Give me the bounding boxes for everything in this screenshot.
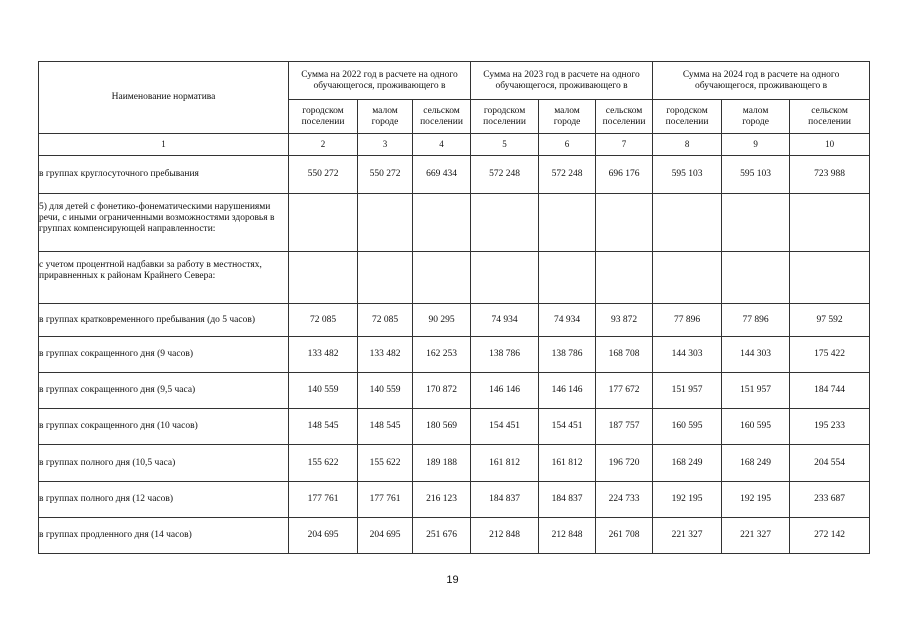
header-settlement-type: [471, 100, 539, 134]
amount-cell: 204 695: [289, 518, 358, 554]
amount-cell: [596, 252, 653, 304]
amount-cell: 72 085: [358, 304, 413, 337]
header-settlement-type: [790, 100, 870, 134]
amount-cell: [358, 194, 413, 252]
settlement-label-line1: малом: [554, 105, 580, 116]
amount-cell: 160 595: [722, 409, 790, 445]
amount-cell: 192 195: [653, 482, 722, 518]
amount-cell: 261 708: [596, 518, 653, 554]
amount-cell: [722, 252, 790, 304]
amount-cell: [653, 252, 722, 304]
amount-cell: 272 142: [790, 518, 870, 554]
table-row: [39, 252, 870, 304]
amount-cell: 184 837: [539, 482, 596, 518]
amount-cell: 74 934: [539, 304, 596, 337]
table-row: [39, 409, 870, 445]
settlement-label-line2: поселении: [602, 116, 646, 127]
column-index-cell: 1: [39, 134, 289, 156]
settlement-label-line2: городе: [553, 116, 581, 127]
norm-name-cell: в группах полного дня (12 часов): [39, 482, 289, 518]
header-index-row: [39, 134, 870, 156]
amount-cell: 224 733: [596, 482, 653, 518]
amount-cell: 138 786: [539, 337, 596, 373]
norm-name-cell: в группах продленного дня (14 часов): [39, 518, 289, 554]
amount-cell: 93 872: [596, 304, 653, 337]
settlement-label-line1: сельском: [605, 105, 643, 116]
amount-cell: 161 812: [471, 445, 539, 482]
column-index-cell: 9: [722, 134, 790, 156]
amount-cell: 595 103: [722, 156, 790, 194]
amount-cell: [471, 252, 539, 304]
header-year-2022: Сумма на 2022 год в расчете на одного обучающегося, проживающего в: [289, 62, 471, 100]
amount-cell: 74 934: [471, 304, 539, 337]
amount-cell: 90 295: [413, 304, 471, 337]
settlement-label-line2: поселении: [808, 116, 851, 127]
amount-cell: 77 896: [653, 304, 722, 337]
amount-cell: [289, 252, 358, 304]
amount-cell: [471, 194, 539, 252]
header-settlement-type: [596, 100, 653, 134]
amount-cell: 216 123: [413, 482, 471, 518]
page-number: 19: [446, 574, 459, 586]
amount-cell: 221 327: [722, 518, 790, 554]
column-index-cell: 5: [471, 134, 539, 156]
amount-cell: 151 957: [653, 373, 722, 409]
amount-cell: [358, 252, 413, 304]
amount-cell: 212 848: [539, 518, 596, 554]
header-settlement-type: [722, 100, 790, 134]
amount-cell: 192 195: [722, 482, 790, 518]
settlement-label-line2: поселении: [301, 116, 345, 127]
amount-cell: 550 272: [358, 156, 413, 194]
amount-cell: 177 672: [596, 373, 653, 409]
settlement-label-line2: поселении: [665, 116, 709, 127]
table-row: [39, 373, 870, 409]
amount-cell: 669 434: [413, 156, 471, 194]
amount-cell: 140 559: [289, 373, 358, 409]
amount-cell: 187 757: [596, 409, 653, 445]
table-row: [39, 304, 870, 337]
table-row: [39, 194, 870, 252]
amount-cell: 168 708: [596, 337, 653, 373]
amount-cell: [413, 194, 471, 252]
settlement-label-line2: городе: [371, 116, 399, 127]
norm-name-cell: в группах кратковременного пребывания (до 5 часов): [39, 304, 289, 337]
column-index-cell: 2: [289, 134, 358, 156]
column-index-cell: 10: [790, 134, 870, 156]
amount-cell: 97 592: [790, 304, 870, 337]
amount-cell: 233 687: [790, 482, 870, 518]
amount-cell: 723 988: [790, 156, 870, 194]
amount-cell: 161 812: [539, 445, 596, 482]
amount-cell: 168 249: [653, 445, 722, 482]
column-index-cell: 3: [358, 134, 413, 156]
settlement-label-line1: сельском: [423, 105, 460, 116]
table-row: [39, 337, 870, 373]
amount-cell: 155 622: [358, 445, 413, 482]
norm-name-cell: в группах сокращенного дня (9 часов): [39, 337, 289, 373]
header-year-2024: Сумма на 2024 год в расчете на одного обучающегося, проживающего в: [653, 62, 870, 100]
amount-cell: 572 248: [471, 156, 539, 194]
amount-cell: 170 872: [413, 373, 471, 409]
amount-cell: 133 482: [358, 337, 413, 373]
header-norm-name: Наименование норматива: [39, 62, 289, 134]
amount-cell: 204 695: [358, 518, 413, 554]
norm-name-cell: 5) для детей с фонетико-фонематическими нарушениями речи, с иными ограниченными возможностями здоровья в группах компенсирующей направленности:: [39, 194, 289, 252]
settlement-label-line1: малом: [372, 105, 398, 116]
amount-cell: 77 896: [722, 304, 790, 337]
norm-name-cell: с учетом процентной надбавки за работу в местностях, приравненных к районам Крайнего Севера:: [39, 252, 289, 304]
table-body: [39, 156, 870, 554]
amount-cell: 550 272: [289, 156, 358, 194]
header-year-2023: Сумма на 2023 год в расчете на одного обучающегося, проживающего в: [471, 62, 653, 100]
amount-cell: 144 303: [653, 337, 722, 373]
header-settlement-type: [653, 100, 722, 134]
header-settlement-type: [358, 100, 413, 134]
amount-cell: 148 545: [358, 409, 413, 445]
amount-cell: 204 554: [790, 445, 870, 482]
settlement-label-line1: городском: [302, 105, 344, 116]
amount-cell: 251 676: [413, 518, 471, 554]
amount-cell: 138 786: [471, 337, 539, 373]
amount-cell: 168 249: [722, 445, 790, 482]
norm-name-cell: в группах сокращенного дня (9,5 часа): [39, 373, 289, 409]
amount-cell: 155 622: [289, 445, 358, 482]
norm-name-cell: в группах полного дня (10,5 часа): [39, 445, 289, 482]
amount-cell: 189 188: [413, 445, 471, 482]
amount-cell: [413, 252, 471, 304]
settlement-label-line1: сельском: [811, 105, 848, 116]
column-index-cell: 4: [413, 134, 471, 156]
amount-cell: [539, 194, 596, 252]
table-row: [39, 445, 870, 482]
amount-cell: 160 595: [653, 409, 722, 445]
header-settlement-type: [413, 100, 471, 134]
amount-cell: 595 103: [653, 156, 722, 194]
amount-cell: [790, 252, 870, 304]
amount-cell: 177 761: [289, 482, 358, 518]
amount-cell: [596, 194, 653, 252]
table-row: [39, 156, 870, 194]
amount-cell: 72 085: [289, 304, 358, 337]
header-settlement-type: [539, 100, 596, 134]
amount-cell: 180 569: [413, 409, 471, 445]
amount-cell: 148 545: [289, 409, 358, 445]
amount-cell: [289, 194, 358, 252]
amount-cell: 177 761: [358, 482, 413, 518]
amount-cell: [539, 252, 596, 304]
amount-cell: [722, 194, 790, 252]
amount-cell: 140 559: [358, 373, 413, 409]
amount-cell: 572 248: [539, 156, 596, 194]
header-settlement-type: [289, 100, 358, 134]
settlement-label-line2: поселении: [420, 116, 463, 127]
settlement-label-line2: городе: [742, 116, 769, 127]
amount-cell: 133 482: [289, 337, 358, 373]
amount-cell: [790, 194, 870, 252]
norm-name-cell: в группах круглосуточного пребывания: [39, 156, 289, 194]
amount-cell: 184 744: [790, 373, 870, 409]
table-row: [39, 482, 870, 518]
column-index-cell: 7: [596, 134, 653, 156]
settlement-label-line1: городском: [666, 105, 708, 116]
norm-name-cell: в группах сокращенного дня (10 часов): [39, 409, 289, 445]
amount-cell: 151 957: [722, 373, 790, 409]
amount-cell: 162 253: [413, 337, 471, 373]
table-row: [39, 518, 870, 554]
amount-cell: 146 146: [471, 373, 539, 409]
amount-cell: [653, 194, 722, 252]
amount-cell: 221 327: [653, 518, 722, 554]
column-index-cell: 8: [653, 134, 722, 156]
settlement-label-line2: поселении: [483, 116, 526, 127]
amount-cell: 196 720: [596, 445, 653, 482]
amount-cell: 212 848: [471, 518, 539, 554]
amount-cell: 154 451: [471, 409, 539, 445]
amount-cell: 696 176: [596, 156, 653, 194]
norms-table: [38, 61, 870, 554]
amount-cell: 175 422: [790, 337, 870, 373]
amount-cell: 184 837: [471, 482, 539, 518]
amount-cell: 195 233: [790, 409, 870, 445]
settlement-label-line1: малом: [742, 105, 769, 116]
amount-cell: 154 451: [539, 409, 596, 445]
amount-cell: 144 303: [722, 337, 790, 373]
column-index-cell: 6: [539, 134, 596, 156]
amount-cell: 146 146: [539, 373, 596, 409]
settlement-label-line1: городском: [483, 105, 526, 116]
